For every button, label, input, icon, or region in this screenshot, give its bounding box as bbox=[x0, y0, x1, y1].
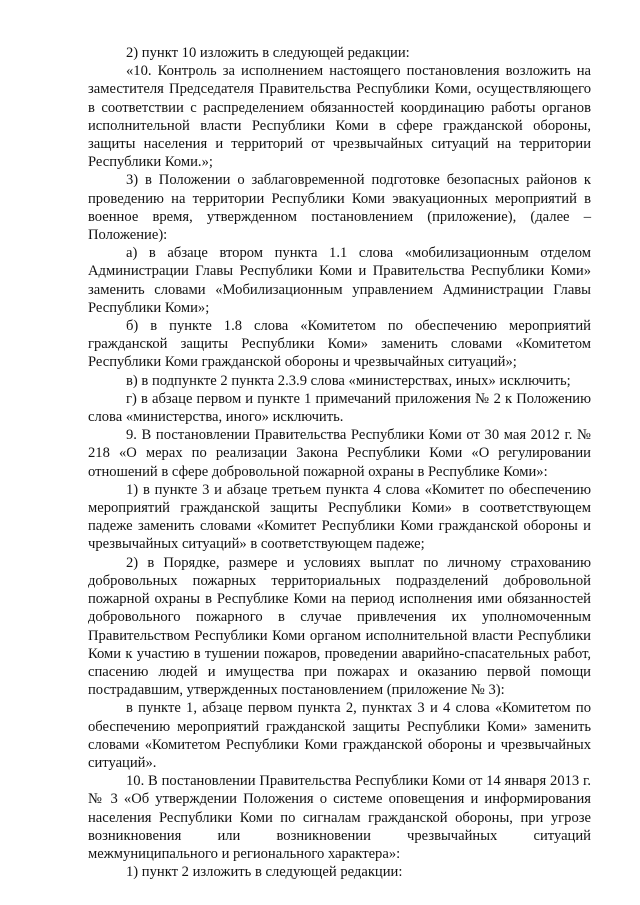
document-body bbox=[88, 44, 591, 881]
paragraph-section-9-item-1: 1) в пункте 3 и абзаце третьем пункта 4 слова «Комитет по обеспечению мероприятий гражданской защиты Республики Коми» в соответствующем падеже заменить словами «Комитет Республики Коми гражданской обороны и чрезвычайных ситуаций» в соответствующем падеже; bbox=[88, 481, 591, 553]
paragraph-section-10-item-1: 1) пункт 2 изложить в следующей редакции: bbox=[126, 864, 403, 881]
paragraph-subitem-b: б) в пункте 1.8 слова «Комитетом по обеспечению мероприятий гражданской защиты Республики Коми» заменить словами «Комитетом Республики Коми гражданской обороны и чрезвычайных ситуаций»; bbox=[88, 318, 591, 371]
paragraph-item-3: 3) в Положении о заблаговременной подготовке безопасных районов к проведению на территории Республики Коми эвакуационных мероприятий в военное время, утвержденном постановлением (приложение), (далее – Положение): bbox=[88, 172, 591, 244]
paragraph-item-2: 2) пункт 10 изложить в следующей редакции: bbox=[126, 45, 410, 61]
paragraph-section-9: 9. В постановлении Правительства Республики Коми от 30 мая 2012 г. № 218 «О мерах по реализации Закона Республики Коми «О регулировании отношений в сфере добровольной пожарной охраны в Республике Коми»: bbox=[88, 427, 591, 480]
paragraph-subitem-a: а) в абзаце втором пункта 1.1 слова «мобилизационным отделом Администрации Главы Республики Коми и Правительства Республики Коми» заменить словами «Мобилизационным управлением Администрации Главы Республики Коми»; bbox=[88, 245, 591, 316]
paragraph-section-10: 10. В постановлении Правительства Республики Коми от 14 января 2013 г. № 3 «Об утверждении Положения о системе оповещения и информирования населения Республики Коми по сигналам гражданской обороны, при угрозе возникновения или возникновении чрезвычайных ситуаций межмуниципального и регионального характера»: bbox=[88, 773, 591, 862]
paragraph-section-9-item-2-text: в пункте 1, абзаце первом пункта 2, пунктах 3 и 4 слова «Комитетом по обеспечению мероприятий гражданской защиты Республики Коми» заменить словами «Комитетом Республики Коми гражданской обороны и чрезвычайных ситуаций». bbox=[88, 700, 591, 771]
paragraph-subitem-v: в) в подпункте 2 пункта 2.3.9 слова «министерствах, иных» исключить; bbox=[126, 372, 571, 389]
paragraph-section-9-item-2: 2) в Порядке, размере и условиях выплат по личному страхованию добровольных пожарных территориальных подразделений добровольной пожарной охраны в Республике Коми на период исполнения ими обязанностей добровольного пожарного в случае привлечения их уполномоченным Правительством Республики Коми органом исполнительной власти Республики Коми к участию в тушении пожаров, проведении аварийно-спасательных работ, спасению людей и имущества при пожарах и оказанию первой помощи пострадавшим, утвержденных постановлением (приложение № 3): bbox=[88, 554, 591, 699]
paragraph-point-10-text: «10. Контроль за исполнением настоящего постановления возложить на заместителя Председателя Правительства Республики Коми, осуществляющего в соответствии с распределением обязанностей координацию работы органов исполнительной власти Республики Коми в сфере гражданской обороны, защиты населения и территорий от чрезвычайных ситуаций на территории Республики Коми.»; bbox=[88, 63, 591, 171]
paragraph-subitem-g: г) в абзаце первом и пункте 1 примечаний приложения № 2 к Положению слова «министерства, иного» исключить. bbox=[88, 390, 591, 426]
